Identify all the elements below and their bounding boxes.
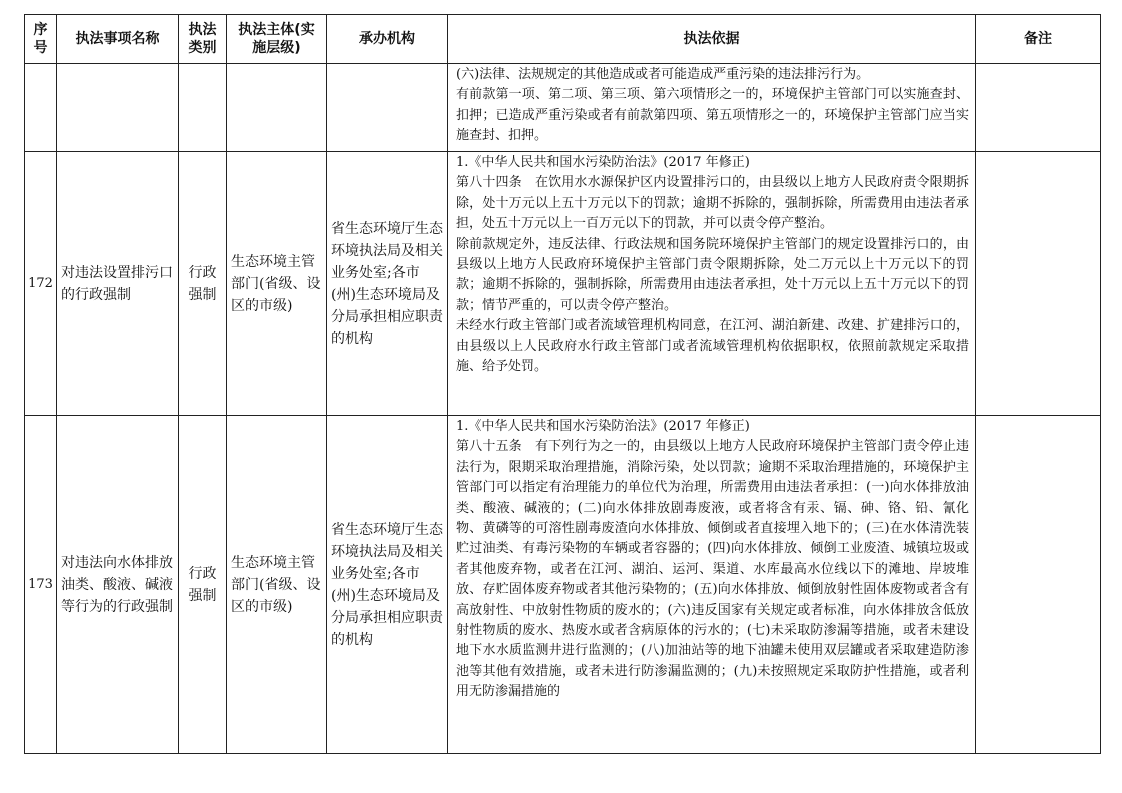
row-subject [227,64,327,152]
row-name: 对违法设置排污口的行政强制 [57,152,179,416]
table-row [25,152,1101,416]
row-org: 省生态环境厅生态环境执法局及相关业务处室;各市(州)生态环境局及分局承担相应职责的机构 [327,152,448,416]
basis-law-title: 1.《中华人民共和国水污染防治法》(2017 年修正) [456,419,750,434]
header-basis: 执法依据 [448,15,976,64]
header-subject: 执法主体(实 施层级) [227,15,327,64]
row-note [976,152,1101,416]
basis-law-title: 1.《中华人民共和国水污染防治法》(2017 年修正) [456,155,750,170]
row-basis [448,64,976,152]
table-row [25,64,1101,152]
basis-paragraph: 第八十四条 在饮用水水源保护区内设置排污口的，由县级以上地方人民政府责令限期拆除，处十万元以上五十万元以下的罚款；逾期不拆除的，强制拆除，所需费用由违法者承担，处五十万元以上一百万元以下的罚款，并可以责令停产整治。 [456,175,969,232]
basis-paragraph: 未经水行政主管部门或者流域管理机构同意，在江河、湖泊新建、改建、扩建排污口的，由县级以上人民政府水行政主管部门或者流域管理机构依据职权，依照前款规定采取措施、给予处罚。 [456,318,969,375]
row-type: 行政 强制 [179,416,227,754]
row-seq: 173 [25,416,57,754]
header-type: 执法 类别 [179,15,227,64]
basis-paragraph: 除前款规定外，违反法律、行政法规和国务院环境保护主管部门的规定设置排污口的，由县级以上地方人民政府环境保护主管部门责令限期拆除，处二万元以上十万元以下的罚款；逾期不拆除的，强制拆除，所需费用由违法者承担，处十万元以上五十万元以下的罚款；情节严重的，可以责令停产整治。 [456,236,969,313]
row-name: 对违法向水体排放油类、酸液、碱液等行为的行政强制 [57,416,179,754]
row-note [976,416,1101,754]
header-name: 执法事项名称 [57,15,179,64]
row-name [57,64,179,152]
row-subject: 生态环境主管部门(省级、设区的市级) [227,152,327,416]
row-org: 省生态环境厅生态环境执法局及相关业务处室;各市(州)生态环境局及分局承担相应职责的机构 [327,416,448,754]
row-seq [25,64,57,152]
enforcement-table [24,14,1101,754]
table-row [25,416,1101,754]
table-header-row [25,15,1101,64]
basis-paragraph: 第八十五条 有下列行为之一的，由县级以上地方人民政府环境保护主管部门责令停止违法行为，限期采取治理措施，消除污染，处以罚款；逾期不采取治理措施的，环境保护主管部门可以指定有治理能力的单位代为治理，所需费用由违法者承担：(一)向水体排放油类、酸液、碱液的；(二)向水体排放剧毒废液，或者将含有汞、镉、砷、铬、铅、氰化物、黄磷等的可溶性剧毒废渣向水体排放、倾倒或者直接埋入地下的；(三)在水体清洗装贮过油类、有毒污染物的车辆或者容器的；(四)向水体排放、倾倒工业废渣、城镇垃圾或者其他废弃物，或者在江河、湖泊、运河、渠道、水库最高水位线以下的滩地、岸坡堆放、存贮固体废弃物或者其他污染物的；(五)向水体排放、倾倒放射性固体废物或者含有高放射性、中放射性物质的废水的；(六)违反国家有关规定或者标准，向水体排放含低放射性物质的废水、热废水或者含病原体的污水的；(七)未采取防渗漏等措施，或者未建设地下水水质监测井进行监测的；(八)加油站等的地下油罐未使用双层罐或者采取建造防渗池等其他有效措施，或者未进行防渗漏监测的；(九)未按照规定采取防护性措施，或者利用无防渗漏措施的 [456,439,969,700]
row-basis [448,416,976,754]
basis-paragraph: 有前款第一项、第二项、第三项、第六项情形之一的，环境保护主管部门可以实施查封、扣押；已造成严重污染或者有前款第四项、第五项情形之一的，环境保护主管部门应当实施查封、扣押。 [456,87,969,144]
row-type: 行政 强制 [179,152,227,416]
header-seq: 序 号 [25,15,57,64]
document-page [24,14,1100,754]
basis-paragraph: (六)法律、法规规定的其他造成或者可能造成严重污染的违法排污行为。 [456,67,870,82]
row-type [179,64,227,152]
row-basis [448,152,976,416]
row-subject: 生态环境主管部门(省级、设区的市级) [227,416,327,754]
row-org [327,64,448,152]
row-seq: 172 [25,152,57,416]
header-note: 备注 [976,15,1101,64]
row-note [976,64,1101,152]
header-org: 承办机构 [327,15,448,64]
